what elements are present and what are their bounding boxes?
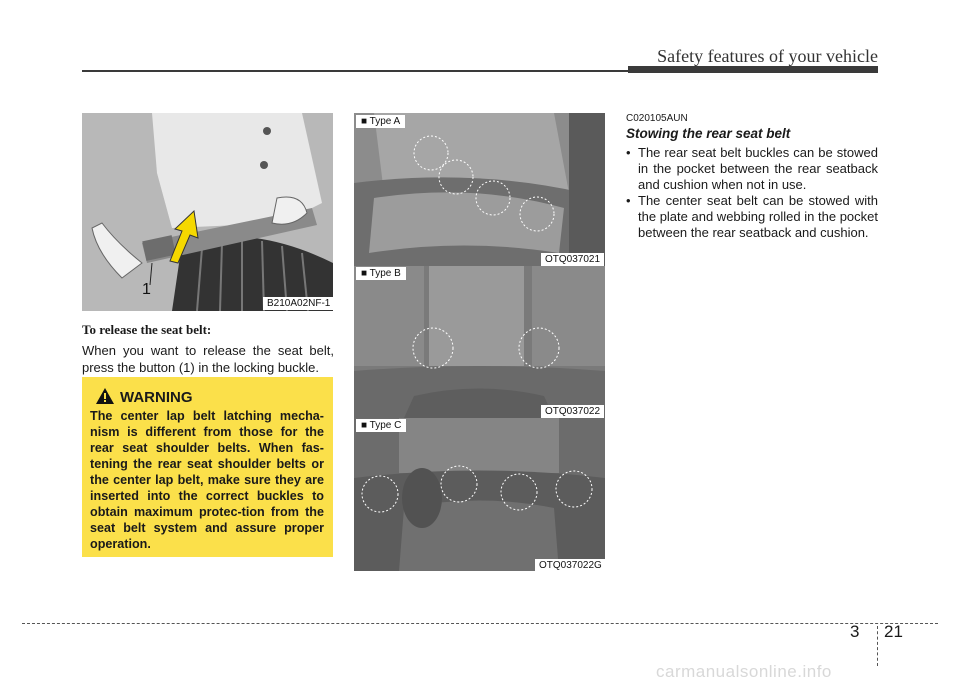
footer-rule [22,623,938,624]
watermark: carmanualsonline.info [656,662,832,681]
release-body: When you want to release the seat belt, press the button (1) in the locking buckle. [82,343,334,375]
header-tab-bar [628,66,878,73]
seat-photo-type-b [354,266,605,418]
list-item: • The rear seat belt buckles can be stowed in the pocket between the rear seatback and cushion when not in use. [626,145,878,193]
warning-triangle-icon [96,388,114,404]
section-code: C020105AUN [626,113,688,124]
type-a-label: ■ Type A [356,115,405,128]
chapter-number: 3 [850,622,860,641]
seat-photo-type-a [354,113,605,266]
footer-divider [877,626,878,666]
type-c-label: ■ Type C [356,419,406,432]
figure-code: B210A02NF-1 [263,297,334,310]
page-number: 21 [884,622,903,641]
warning-box [82,377,333,557]
type-c-code: OTQ037022G [535,559,606,572]
type-b-code: OTQ037022 [541,405,604,418]
warning-body: The center lap belt latching mecha-nism is different from those for the rear seat shoulder belts. When fas-tening the rear seat shoulder belts or the center lap belt, make sure they are inserted into the correct buckles to obtain maximum protec-tion from the seat belt system and assure proper operation. [90,409,324,551]
section-title: Stowing the rear seat belt [626,126,791,141]
release-heading: To release the seat belt: [82,322,212,337]
type-a-code: OTQ037021 [541,253,604,266]
seat-photo-type-c [354,418,605,571]
warning-title: WARNING [120,389,193,406]
list-item: • The center seat belt can be stowed with the plate and webbing rolled in the pocket between the rear seatback and cushion. [626,193,878,241]
seat-belt-release-photo [82,113,333,311]
type-b-label: ■ Type B [356,267,406,280]
running-header: Safety features of your vehicle [657,46,878,66]
stowing-bullets [626,145,878,241]
callout-number: 1 [142,281,151,298]
